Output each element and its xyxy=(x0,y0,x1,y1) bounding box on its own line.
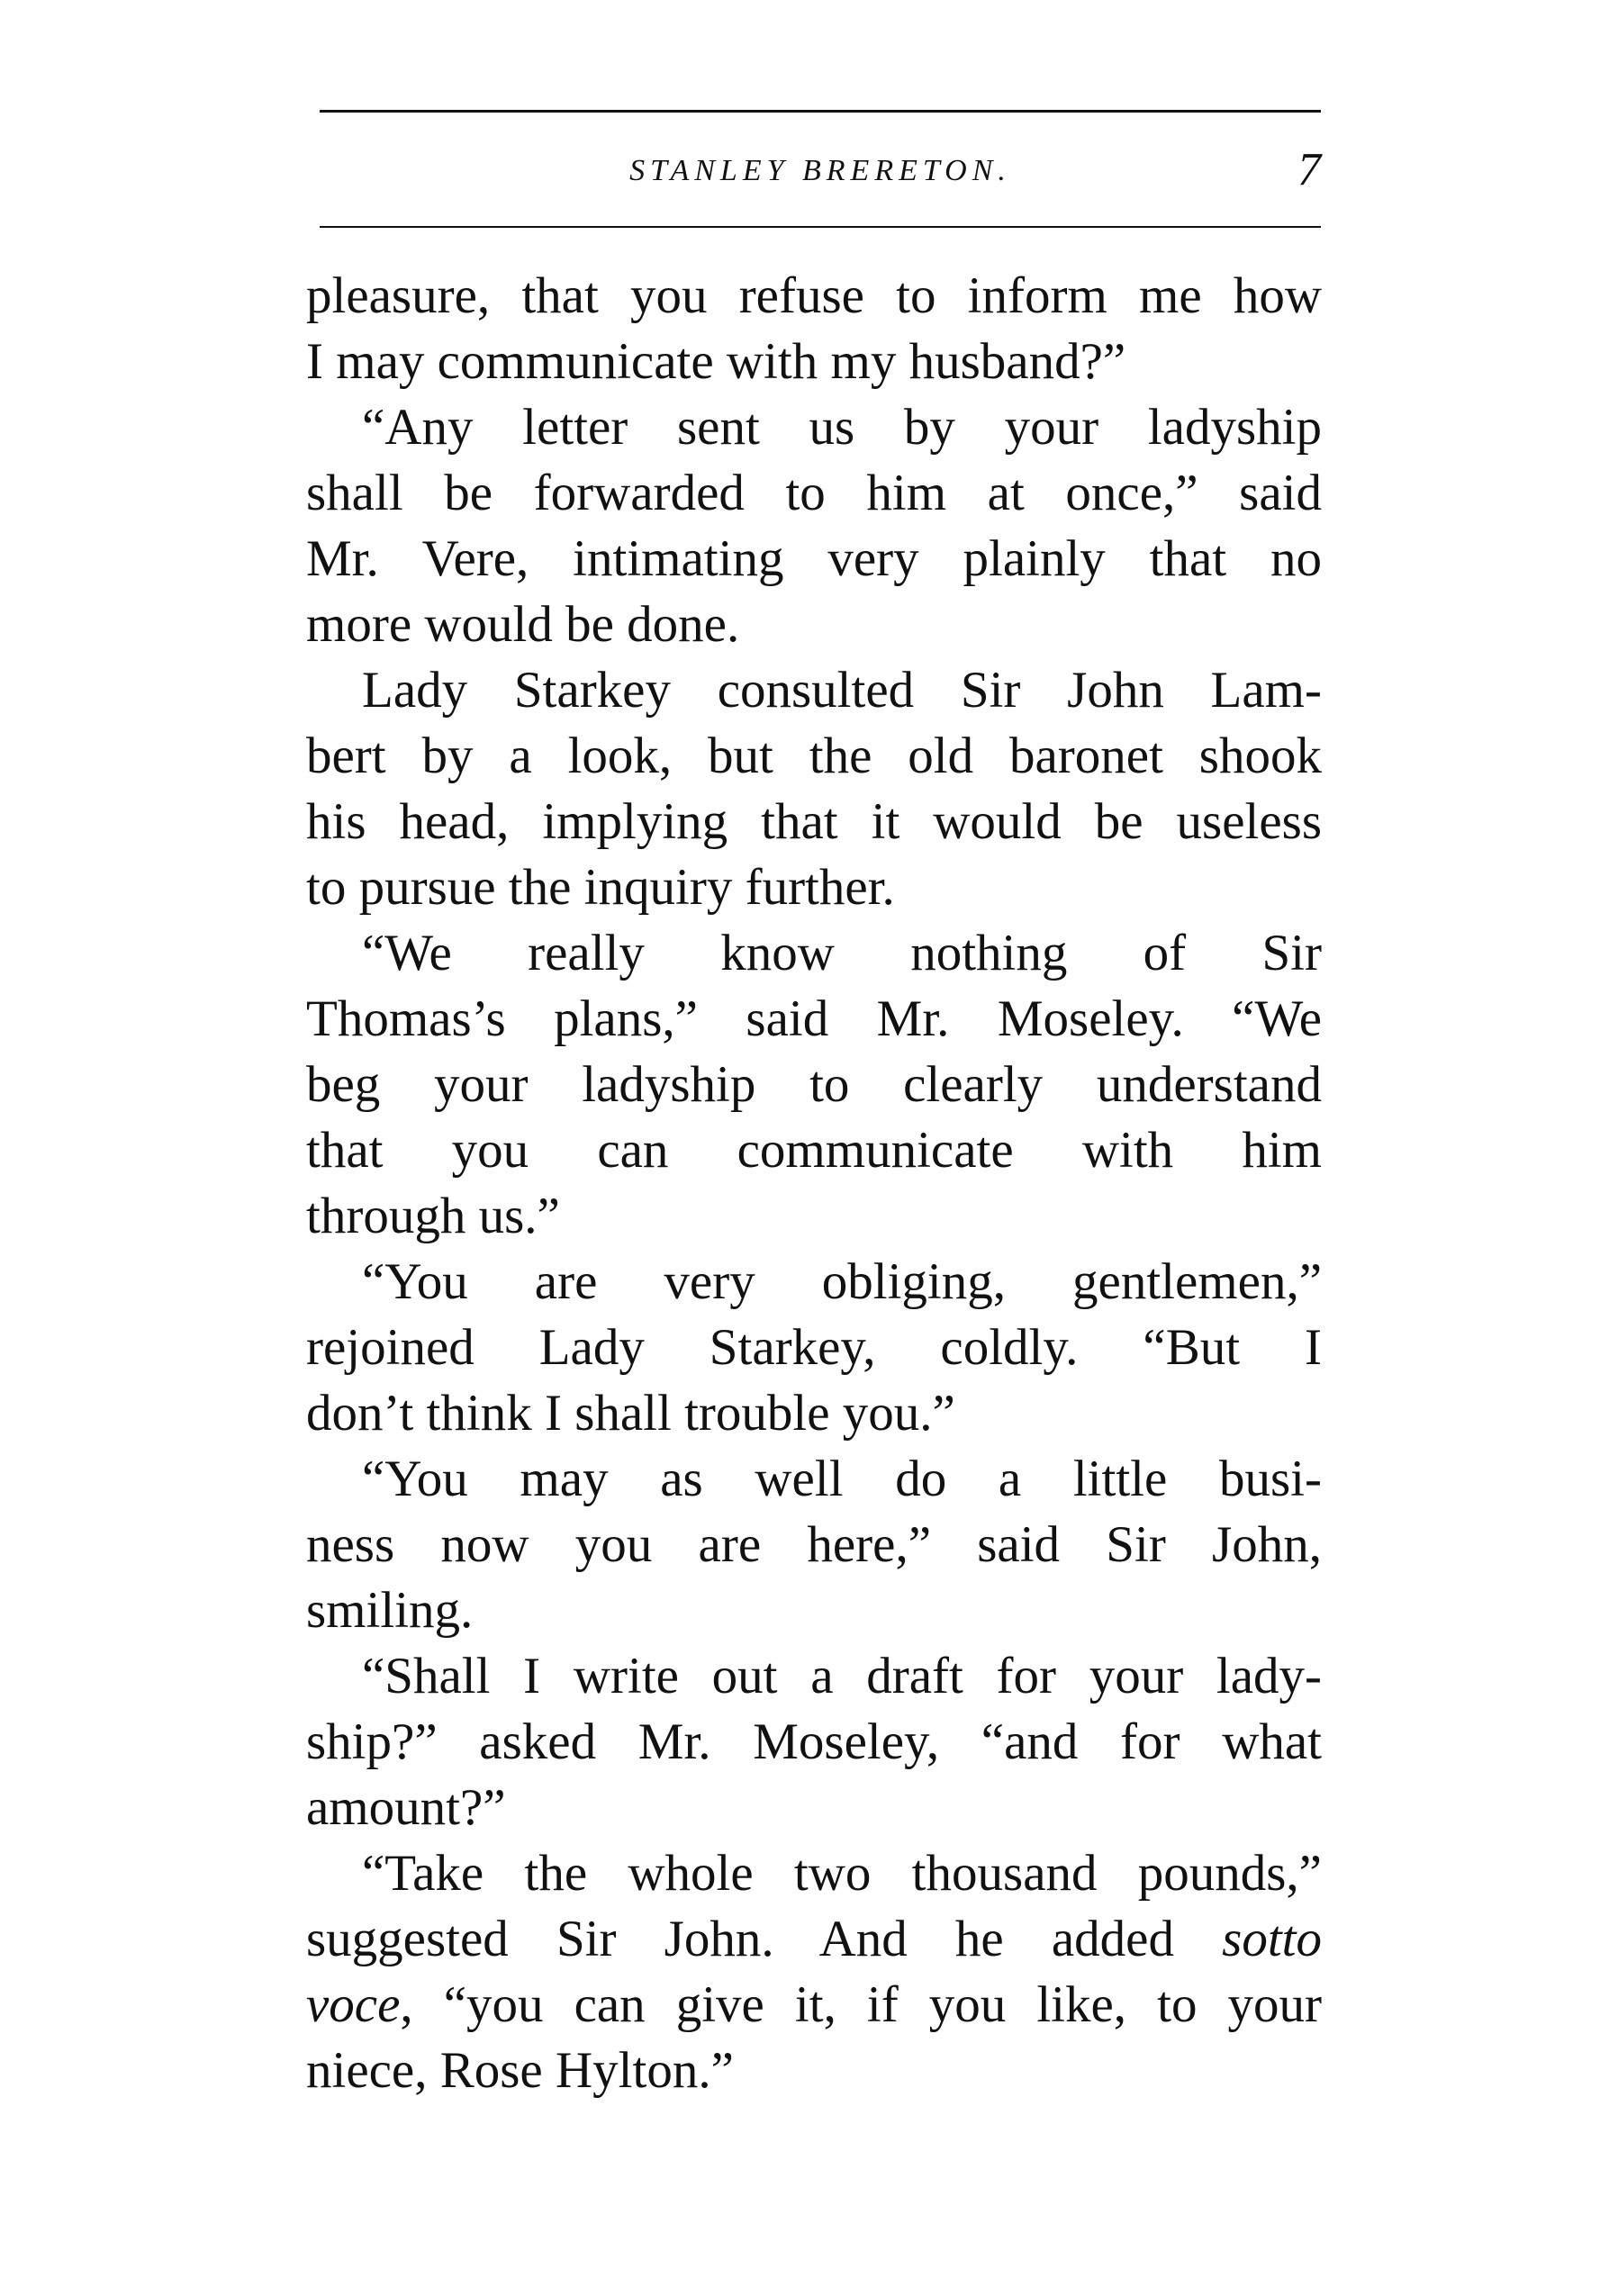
text-line: smiling. xyxy=(306,1582,474,1639)
header-rule-top xyxy=(320,110,1321,113)
text-line: his head, implying that it would be useless xyxy=(306,793,1322,850)
text-line: amount?” xyxy=(306,1779,506,1836)
header-rule-bottom xyxy=(320,226,1321,228)
text-line: “Shall I write out a draft for your lady- xyxy=(362,1648,1322,1704)
text-line: Lady Starkey consulted Sir John Lam- xyxy=(362,662,1322,719)
text-line: I may communicate with my husband?” xyxy=(306,333,1126,390)
italic-term: voce xyxy=(306,1976,401,2033)
text-line: more would be done. xyxy=(306,596,740,653)
text-line: “You are very obliging, gentlemen,” xyxy=(362,1253,1322,1310)
text-line: “You may as well do a little busi- xyxy=(362,1451,1322,1507)
page-number: 7 xyxy=(1297,144,1321,195)
body-text xyxy=(306,263,1322,2103)
text-line: suggested Sir John. And he added sotto xyxy=(306,1911,1322,1967)
running-title: STANLEY BRERETON. xyxy=(629,154,1011,187)
text-line: “Take the whole two thousand pounds,” xyxy=(362,1845,1322,1902)
text-line: “Any letter sent us by your ladyship xyxy=(362,399,1322,456)
text-line: rejoined Lady Starkey, coldly. “But I xyxy=(306,1319,1322,1376)
text-line: bert by a look, but the old baronet shook xyxy=(306,728,1322,784)
text-line: pleasure, that you refuse to inform me how xyxy=(306,267,1322,324)
text-line: to pursue the inquiry further. xyxy=(306,859,895,916)
text-line: Thomas’s plans,” said Mr. Moseley. “We xyxy=(306,990,1322,1047)
text-line: beg your ladyship to clearly understand xyxy=(306,1056,1322,1113)
text-line: voce, “you can give it, if you like, to your xyxy=(306,1976,1322,2033)
running-head xyxy=(320,144,1321,201)
italic-term: sotto xyxy=(1222,1911,1322,1967)
text-line: through us.” xyxy=(306,1188,560,1244)
text-line: niece, Rose Hylton.” xyxy=(306,2042,734,2099)
text-line: ship?” asked Mr. Moseley, “and for what xyxy=(306,1713,1322,1770)
text-line: don’t think I shall trouble you.” xyxy=(306,1385,955,1442)
text-line: “We really know nothing of Sir xyxy=(362,925,1322,981)
text-line: that you can communicate with him xyxy=(306,1122,1322,1179)
text-line: ness now you are here,” said Sir John, xyxy=(306,1516,1322,1573)
text-line: Mr. Vere, intimating very plainly that no xyxy=(306,530,1322,587)
text-line: shall be forwarded to him at once,” said xyxy=(306,465,1322,521)
